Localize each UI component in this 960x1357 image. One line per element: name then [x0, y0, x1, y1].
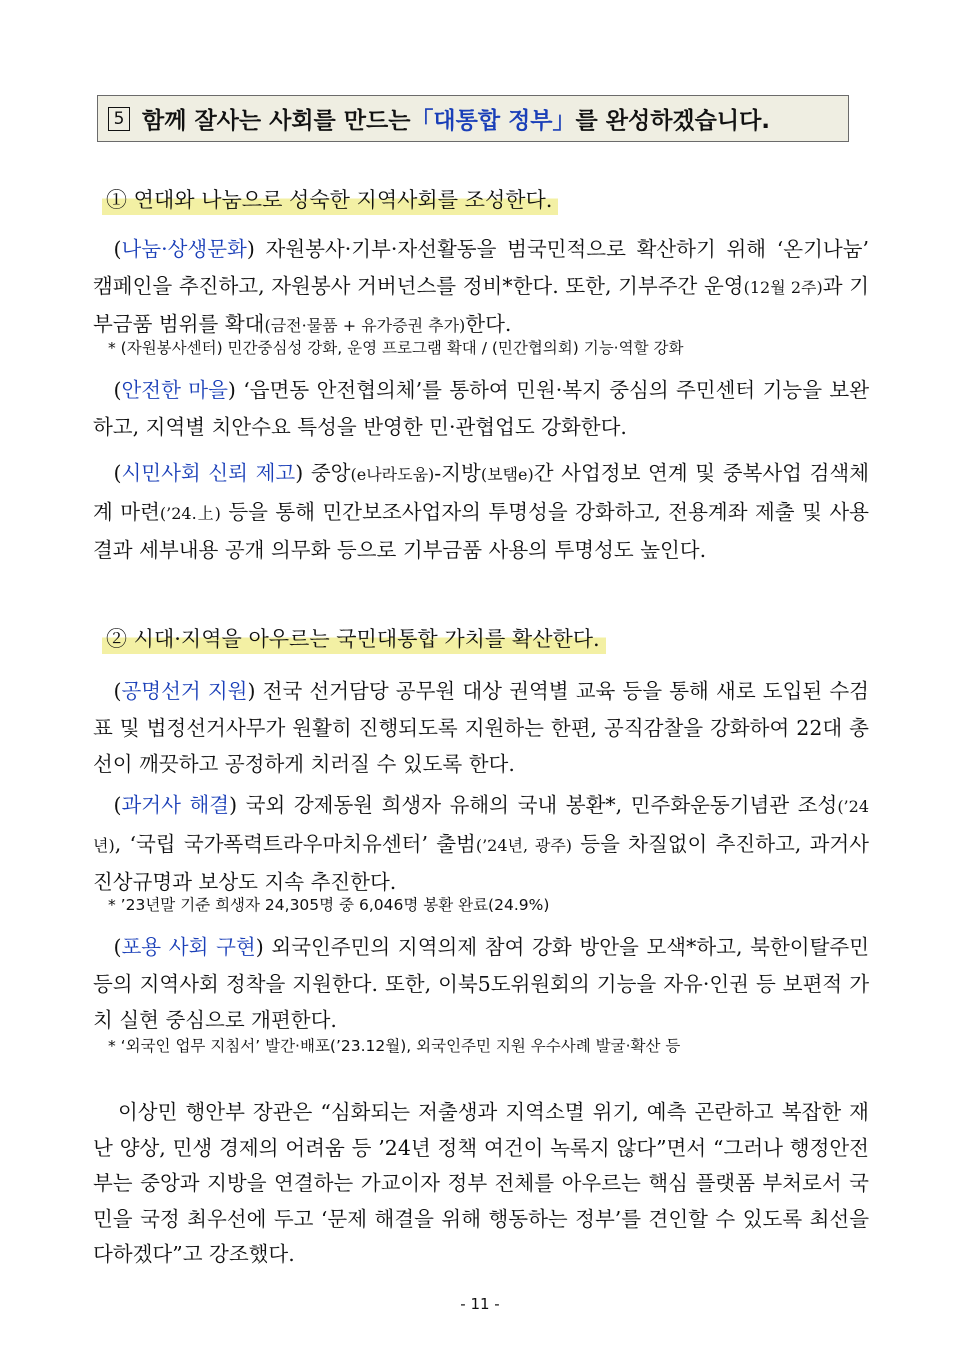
paragraph-body: 전국 선거담당 공무원 대상 권역별 교육 등을 통해 새로 도입된 수검표 및 법정선거사무가 원활히 진행되도록 지원하는 한편, 공직감찰을 강화하여 22대 총선이 깨끗하고 공정하게 치러질 수 있도록 한다.	[93, 679, 869, 776]
footnote-remains: * ’23년말 기준 희생자 24,305명 중 6,046명 봉환 완료(24.9%)	[108, 896, 550, 914]
paragraph-sharing-culture: (나눔·상생문화) 자원봉사·기부·자선활동을 범국민적으로 확산하기 위해 ‘온기나눔’ 캠페인을 추진하고, 자원봉사 거버넌스를 정비*한다. 또한, 기부주간 운영(12월 2주)과 기부금품 범위를 확대(금전·물품 + 유가증권 추가)한다.	[93, 237, 869, 336]
paragraph-lead: 나눔·상생문화	[121, 237, 247, 261]
paragraph-body: 외국인주민의 지역의제 참여 강화 방안을 모색*하고, 북한이탈주민 등의 지역사회 정착을 지원한다. 또한, 이북5도위원회의 기능을 자유·인권 등 보편적 가치 실현 중심으로 개편한다.	[93, 935, 869, 1032]
section-header-box	[97, 95, 849, 142]
paragraph-past-history: (과거사 해결) 국외 강제동원 희생자 유해의 국내 봉환*, 민주화운동기념관 조성(’24년), ‘국립 국가폭력트라우마치유센터’ 출범(’24년, 광주) 등을 차질없이 추진하고, 과거사 진상규명과 보상도 지속 추진한다.	[93, 793, 869, 894]
paragraph-body: ‘읍면동 안전협의체’를 통하여 민원·복지 중심의 주민센터 기능을 보완하고, 지역별 치안수요 특성을 반영한 민·관협업도 강화한다.	[93, 378, 869, 439]
paragraph-body: 간 사업정보 연계 및 중복사업 검색체계 마련	[93, 461, 869, 524]
paragraph-body: 국외 강제동원 희생자 유해의 국내 봉환*, 민주화운동기념관 조성	[237, 793, 838, 817]
paragraph-safe-village: (안전한 마을) ‘읍면동 안전협의체’를 통하여 민원·복지 중심의 주민센터 기능을 보완하고, 지역별 치안수요 특성을 반영한 민·관협업도 강화한다.	[93, 378, 869, 439]
paragraph-aside: (e나라도움)	[350, 465, 435, 484]
paragraph-aside: (보탬e)	[480, 465, 534, 484]
header-text-after: 를 완성하겠습니다.	[575, 108, 771, 134]
paragraph-aside: (금전·물품 + 유가증권 추가)	[264, 316, 466, 335]
paragraph-fair-election: (공명선거 지원) 전국 선거담당 공무원 대상 권역별 교육 등을 통해 새로 도입된 수검표 및 법정선거사무가 원활히 진행되도록 지원하는 한편, 공직감찰을 강화하여 22대 총선이 깨끗하고 공정하게 치러질 수 있도록 한다.	[93, 679, 869, 776]
paragraph-body: -지방	[434, 461, 481, 485]
paragraph-body: 한다.	[465, 312, 512, 336]
subheading-1: ① 연대와 나눔으로 성숙한 지역사회를 조성한다.	[102, 185, 558, 215]
paragraph-body: 과 기부금품 범위를 확대	[93, 273, 869, 336]
paragraph-lead: 시민사회 신뢰 제고	[121, 461, 296, 485]
paragraph-body: 등을 통해 민간보조사업자의 투명성을 강화하고, 전용계좌 제출 및 사용결과 세부내용 공개 의무화 등으로 기부금품 사용의 투명성도 높인다.	[93, 499, 869, 562]
paragraph-aside: (12월 2주)	[743, 277, 823, 297]
footnote-foreigners: * ‘외국인 업무 지침서’ 발간·배포(’23.12월), 외국인주민 지원 우수사례 발굴·확산 등	[108, 1037, 681, 1055]
minister-quote-paragraph: 이상민 행안부 장관은 “심화되는 저출생과 지역소멸 위기, 예측 곤란하고 복잡한 재난 양상, 민생 경제의 어려움 등 ’24년 정책 여건이 녹록지 않다”면서 “그러나 행정안전부는 중앙과 지방을 연결하는 가교이자 정부 전체를 아우르는 핵심 플랫폼 부처로서 국민을 국정 최우선에 두고 ‘문제 해결을 위해 행동하는 정부’를 견인할 수 있도록 최선을 다하겠다”고 강조했다.	[93, 1100, 869, 1266]
paragraph-lead: 안전한 마을	[121, 378, 228, 402]
paragraph-lead: 과거사 해결	[121, 793, 230, 817]
paragraph-lead: 포용 사회 구현	[121, 935, 256, 959]
page-number: - 11 -	[460, 1295, 500, 1313]
paragraph-body: , ‘국립 국가폭력트라우마치유센터’ 출범	[114, 831, 476, 856]
paragraph-inclusive-society: (포용 사회 구현) 외국인주민의 지역의제 참여 강화 방안을 모색*하고, 북한이탈주민 등의 지역사회 정착을 지원한다. 또한, 이북5도위원회의 기능을 자유·인권 등 보편적 가치 실현 중심으로 개편한다.	[93, 935, 869, 1032]
section-number: 5	[108, 107, 130, 131]
paragraph-body: 중앙	[303, 461, 351, 485]
footnote-volunteer: * (자원봉사센터) 민간중심성 강화, 운영 프로그램 확대 / (민간협의회) 기능·역할 강화	[108, 339, 684, 357]
paragraph-lead: 공명선거 지원	[121, 679, 248, 703]
paragraph-civil-trust: (시민사회 신뢰 제고) 중앙(e나라도움)-지방(보탬e)간 사업정보 연계 및 중복사업 검색체계 마련(’24.上) 등을 통해 민간보조사업자의 투명성을 강화하고, 전용계좌 제출 및 사용결과 세부내용 공개 의무화 등으로 기부금품 사용의 투명성도 높인다.	[93, 461, 869, 562]
paragraph-aside: (’24년, 광주)	[475, 835, 573, 855]
subheading-2: ② 시대·지역을 아우르는 국민대통합 가치를 확산한다.	[102, 624, 606, 654]
paragraph-aside: (’24년)	[93, 797, 869, 855]
header-text-before: 함께 잘사는 사회를 만드는	[142, 108, 411, 134]
header-highlight: 「대통합 정부」	[410, 108, 576, 134]
paragraph-body: 자원봉사·기부·자선활동을 범국민적으로 확산하기 위해 ‘온기나눔’ 캠페인을 추진하고, 자원봉사 거버넌스를 정비*한다. 또한, 기부주간 운영	[93, 237, 869, 298]
paragraph-body: 등을 차질없이 추진하고, 과거사 진상규명과 보상도 지속 추진한다.	[93, 831, 869, 894]
paragraph-aside: (’24.上)	[159, 503, 221, 523]
